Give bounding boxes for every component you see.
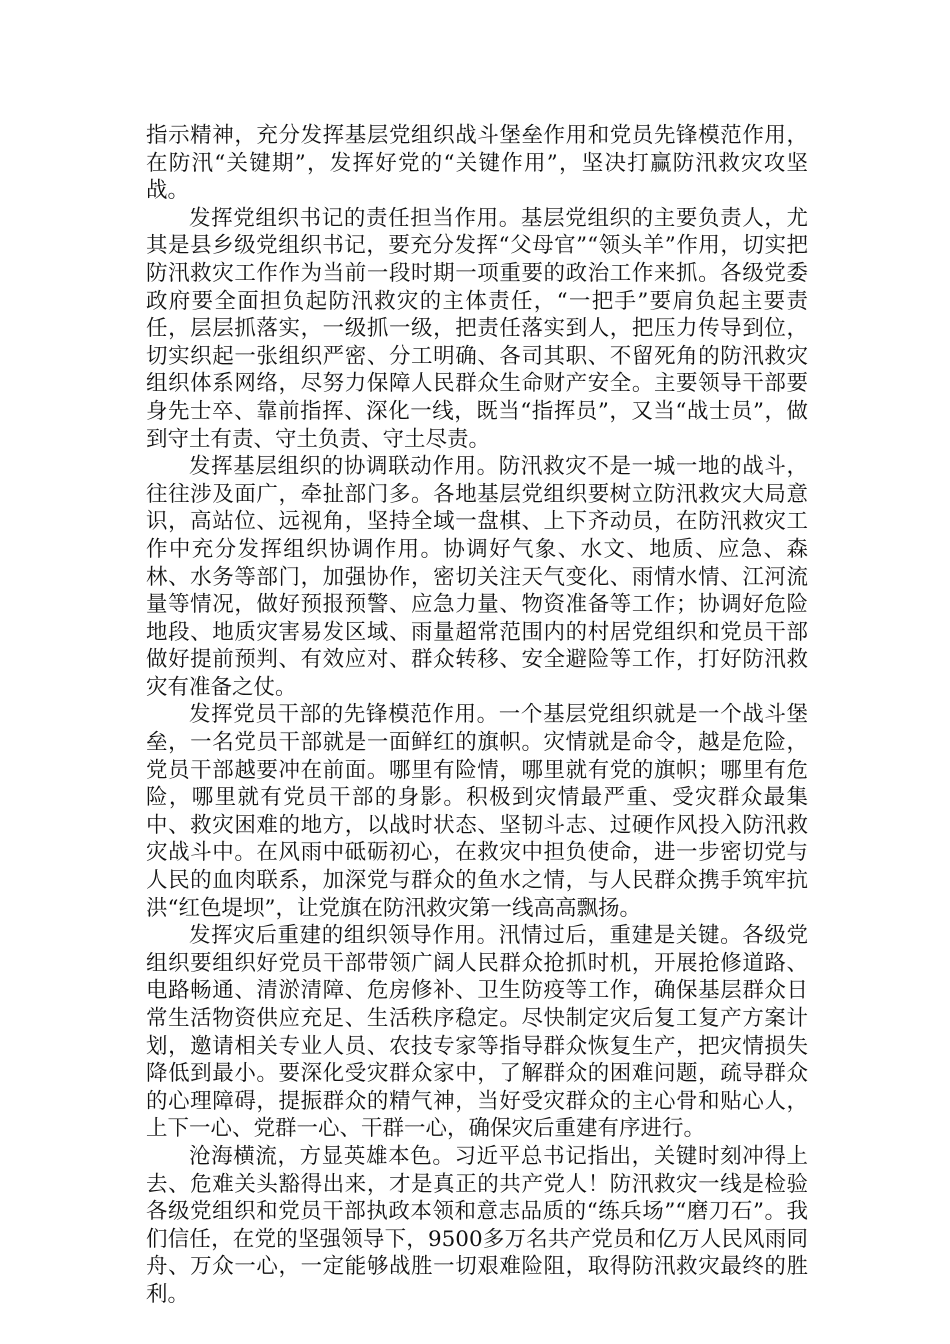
paragraph-continuation: 指示精神，充分发挥基层党组织战斗堡垒作用和党员先锋模范作用，在防汛“关键期”，发挥好党的“关键作用”，坚决打赢防汛救灾攻坚战。 (146, 123, 808, 204)
paragraph-vanguard: 发挥党员干部的先锋模范作用。一个基层党组织就是一个战斗堡垒，一名党员干部就是一面鲜红的旗帜。灾情就是命令，越是危险，党员干部越要冲在前面。哪里有险情，哪里就有党的旗帜；哪里有危险，哪里就有党员干部的身影。积极到灾情最严重、受灾群众最集中、救灾困难的地方，以战时状态、坚韧斗志、过硬作风投入防汛救灾战斗中。在风雨中砥砺初心，在救灾中担负使命，进一步密切党与人民的血肉联系，加深党与群众的鱼水之情，与人民群众携手筑牢抗洪“红色堤坝”，让党旗在防汛救灾第一线高高飘扬。 (146, 702, 808, 921)
document-body (146, 122, 808, 1309)
paragraph-reconstruction: 发挥灾后重建的组织领导作用。汛情过后，重建是关键。各级党组织要组织好党员干部带领广阔人民群众抢抓时机，开展抢修道路、电路畅通、清淤清障、危房修补、卫生防疫等工作，确保基层群众日常生活物资供应充足、生活秩序稳定。尽快制定灾后复工复产方案计划，邀请相关专业人员、农技专家等指导群众恢复生产，把灾情损失降低到最小。要深化受灾群众家中，了解群众的困难问题，疏导群众的心理障碍，提振群众的精气神，当好受灾群众的主心骨和贴心人，上下一心、党群一心、干群一心，确保灾后重建有序进行。 (146, 923, 808, 1142)
paragraph-coordination: 发挥基层组织的协调联动作用。防汛救灾不是一城一地的战斗，往往涉及面广，牵扯部门多。各地基层党组织要树立防汛救灾大局意识，高站位、远视角，坚持全域一盘棋、上下齐动员，在防汛救灾工作中充分发挥组织协调作用。协调好气象、水文、地质、应急、森林、水务等部门，加强协作，密切关注天气变化、雨情水情、江河流量等情况，做好预报预警、应急力量、物资准备等工作；协调好危险地段、地质灾害易发区域、雨量超常范围内的村居党组织和党员干部做好提前预判、有效应对、群众转移、安全避险等工作，打好防汛救灾有准备之仗。 (146, 454, 808, 700)
paragraph-party-secretary: 发挥党组织书记的责任担当作用。基层党组织的主要负责人，尤其是县乡级党组织书记，要充分发挥“父母官”“领头羊”作用，切实把防汛救灾工作作为当前一段时期一项重要的政治工作来抓。各级党委政府要全面担负起防汛救灾的主体责任，“一把手”要肩负起主要责任，层层抓落实，一级抓一级，把责任落实到人，把压力传导到位，切实织起一张组织严密、分工明确、各司其职、不留死角的防汛救灾组织体系网络，尽努力保障人民群众生命财产安全。主要领导干部要身先士卒、靠前指挥、深化一线，既当“指挥员”，又当“战士员”，做到守土有责、守土负责、守土尽责。 (146, 205, 809, 452)
paragraph-conclusion: 沧海横流，方显英雄本色。习近平总书记指出，关键时刻冲得上去、危难关头豁得出来，才是真正的共产党人！防汛救灾一线是检验各级党组织和党员干部执政本领和意志品质的“练兵场”“磨刀石”。我们信任，在党的坚强领导下，9500多万名共产党员和亿万人民风雨同舟、万众一心，一定能够战胜一切艰难险阻，取得防汛救灾最终的胜利。 (146, 1143, 808, 1307)
